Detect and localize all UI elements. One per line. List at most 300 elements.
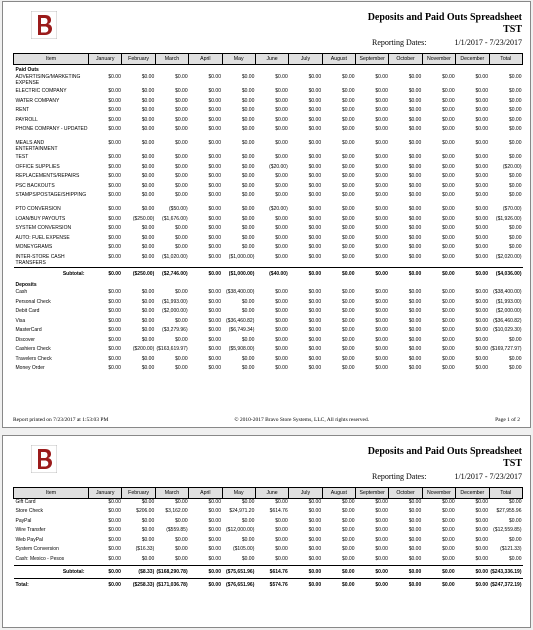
- cell-june: $614.76: [269, 508, 288, 514]
- cell-april: $0.00: [189, 268, 222, 281]
- cell-february: $0.00: [141, 499, 155, 505]
- cell-may: ($12,000.00): [226, 527, 255, 533]
- cell-total: $0.00: [508, 192, 522, 198]
- cell-june: $614.76: [255, 565, 288, 578]
- cell-november: $0.00: [442, 527, 455, 533]
- cell-february: ($16.33): [135, 546, 155, 552]
- cell-january: $0.00: [108, 182, 121, 189]
- row-label: MasterCard: [15, 327, 42, 333]
- cell-november: $0.00: [442, 215, 455, 222]
- cell-june: $0.00: [275, 336, 288, 343]
- cell-march: $0.00: [175, 97, 188, 104]
- cell-october: $0.00: [408, 116, 422, 123]
- cell-march: $0.00: [175, 182, 188, 189]
- cell-september: $0.00: [375, 206, 388, 212]
- cell-november: $0.00: [442, 536, 455, 543]
- paid-out-row: [14, 192, 523, 206]
- cell-total: ($12,559.85): [493, 527, 522, 533]
- row-label: ADVERTISING/MARKETING EXPENSE: [15, 74, 81, 86]
- column-header-november: November: [422, 488, 455, 499]
- cell-february: ($8.33): [122, 565, 155, 578]
- cell-total: ($4,036.00): [489, 268, 523, 281]
- row-label: MEALS AND ENTERTAINMENT: [15, 140, 58, 152]
- cell-november: $0.00: [422, 268, 455, 281]
- cell-february: $0.00: [141, 97, 155, 104]
- cell-november: $0.00: [442, 107, 455, 113]
- paid-outs-deposits-table: [13, 53, 523, 375]
- cell-april: $0.00: [208, 365, 221, 371]
- cell-august: $0.00: [341, 336, 355, 343]
- cell-june: $0.00: [275, 244, 288, 250]
- cell-september: $0.00: [375, 499, 388, 505]
- cell-october: $0.00: [408, 126, 422, 132]
- cell-may: $0.00: [241, 225, 255, 231]
- cell-july: $0.00: [308, 317, 322, 324]
- cell-may: $0.00: [241, 126, 255, 132]
- cell-september: $0.00: [375, 215, 388, 222]
- paid-out-row: [14, 107, 523, 117]
- column-header-august: August: [322, 54, 355, 65]
- cell-june: $0.00: [275, 527, 288, 533]
- cell-november: $0.00: [442, 234, 455, 241]
- cell-total: ($2,000.00): [495, 308, 522, 314]
- cell-june: $0.00: [275, 536, 288, 543]
- row-label: TEST: [15, 154, 29, 160]
- cell-december: $0.00: [475, 317, 488, 324]
- cell-june: $0.00: [275, 298, 288, 305]
- cell-total: $0.00: [508, 107, 522, 113]
- cell-august: $0.00: [341, 206, 355, 212]
- cell-september: $0.00: [375, 154, 388, 160]
- column-header-may: May: [222, 488, 255, 499]
- cell-march: ($2,746.00): [155, 268, 188, 281]
- cell-october: $0.00: [408, 308, 422, 314]
- cell-october: $0.00: [408, 298, 422, 305]
- cell-may: $0.00: [241, 499, 255, 505]
- cell-october: $0.00: [408, 289, 422, 295]
- cell-march: $0.00: [175, 536, 188, 543]
- cell-october: $0.00: [408, 336, 422, 343]
- cell-march: $3,162.00: [165, 508, 188, 514]
- cell-november: $0.00: [442, 244, 455, 250]
- cell-september: $0.00: [375, 536, 388, 543]
- cell-july: $0.00: [308, 88, 322, 94]
- deposit-row: [14, 327, 523, 337]
- cell-february: $0.00: [141, 289, 155, 295]
- cell-september: $0.00: [375, 546, 388, 552]
- cell-june: $0.00: [275, 546, 288, 552]
- cell-april: $0.00: [208, 88, 221, 94]
- cell-april: $0.00: [208, 126, 221, 132]
- cell-march: ($559.85): [166, 527, 188, 533]
- cell-august: $0.00: [341, 289, 355, 295]
- reporting-dates-value: 1/1/2017 - 7/23/2017: [454, 38, 522, 47]
- cell-october: $0.00: [408, 74, 422, 80]
- cell-july: $0.00: [308, 298, 322, 305]
- cell-june: $0.00: [275, 499, 288, 505]
- cell-december: $0.00: [475, 546, 488, 552]
- cell-november: $0.00: [422, 565, 455, 578]
- column-header-april: April: [189, 488, 222, 499]
- column-header-december: December: [456, 54, 489, 65]
- cell-june: $0.00: [275, 88, 288, 94]
- cell-july: $0.00: [308, 527, 322, 533]
- cell-may: $0.00: [241, 116, 255, 123]
- cell-total: ($169,727.97): [490, 346, 522, 352]
- cell-january: $0.00: [108, 215, 121, 222]
- cell-total: $0.00: [508, 74, 522, 80]
- cell-august: $0.00: [341, 253, 355, 260]
- cell-may: ($38,400.00): [226, 289, 255, 295]
- column-header-february: February: [122, 54, 155, 65]
- cell-november: $0.00: [442, 298, 455, 305]
- cell-december: $0.00: [475, 173, 488, 179]
- cell-april: $0.00: [208, 206, 221, 212]
- cell-october: $0.00: [389, 268, 422, 281]
- cell-march: ($1,993.00): [162, 298, 188, 305]
- cell-november: $0.00: [442, 88, 455, 94]
- reporting-dates-label: Reporting Dates:: [372, 472, 427, 481]
- cell-total: ($36,460.82): [493, 317, 522, 324]
- cell-august: $0.00: [341, 327, 355, 333]
- cell-july: $0.00: [308, 116, 322, 123]
- cell-november: $0.00: [442, 126, 455, 132]
- cell-may: $0.00: [241, 173, 255, 179]
- cell-april: $0.00: [208, 289, 221, 295]
- cell-may: ($76,651.96): [222, 578, 255, 588]
- row-label: AUTO: FUEL EXPENSE: [15, 234, 70, 241]
- cell-november: $0.00: [442, 517, 455, 524]
- cell-february: $0.00: [141, 88, 155, 94]
- row-label: PayPal: [15, 517, 32, 524]
- cell-total: $0.00: [508, 116, 522, 123]
- cell-february: $0.00: [141, 192, 155, 198]
- cell-october: $0.00: [408, 517, 422, 524]
- cell-april: $0.00: [208, 536, 221, 543]
- cell-july: $0.00: [308, 536, 322, 543]
- cell-march: $0.00: [175, 555, 188, 562]
- cell-september: $0.00: [375, 173, 388, 179]
- paid-out-row: [14, 88, 523, 98]
- cell-october: $0.00: [408, 536, 422, 543]
- paid-out-row: [14, 183, 523, 193]
- cell-january: $0.00: [108, 244, 121, 250]
- cell-july: $0.00: [308, 97, 322, 104]
- cell-november: $0.00: [442, 140, 455, 146]
- cell-november: $0.00: [442, 74, 455, 80]
- cell-march: ($163,619.97): [156, 346, 188, 352]
- cell-july: $0.00: [308, 499, 322, 505]
- cell-december: $0.00: [475, 527, 488, 533]
- cell-december: $0.00: [475, 182, 488, 189]
- column-header-march: March: [155, 488, 188, 499]
- cell-january: $0.00: [108, 527, 121, 533]
- cell-march: ($171,036.78): [155, 578, 188, 588]
- cell-june: $0.00: [275, 97, 288, 104]
- cell-total: ($10,029.30): [493, 327, 522, 333]
- cell-march: $0.00: [175, 517, 188, 524]
- cell-june: $0.00: [275, 517, 288, 524]
- cell-june: $0.00: [275, 555, 288, 562]
- cell-july: $0.00: [308, 173, 322, 179]
- cell-january: $0.00: [108, 97, 121, 104]
- cell-april: $0.00: [208, 327, 221, 333]
- row-label: LOAN/BUY PAYOUTS: [15, 215, 66, 222]
- cell-april: $0.00: [189, 565, 222, 578]
- cell-april: $0.00: [189, 578, 222, 588]
- report-title: Deposits and Paid Outs Spreadsheet: [367, 446, 522, 457]
- cell-january: $0.00: [108, 308, 121, 314]
- cell-december: $0.00: [475, 289, 488, 295]
- cell-total: ($247,372.19): [489, 578, 523, 588]
- cell-october: $0.00: [408, 365, 422, 371]
- column-header-august: August: [322, 488, 355, 499]
- cell-december: $0.00: [475, 308, 488, 314]
- cell-august: $0.00: [341, 346, 355, 352]
- reporting-dates: [372, 38, 522, 47]
- cell-october: $0.00: [408, 97, 422, 104]
- cell-may: $0.00: [241, 192, 255, 198]
- paid-out-row: [14, 74, 523, 88]
- grand-total-row: [14, 578, 523, 588]
- cell-march: ($50.00): [169, 206, 188, 212]
- cell-august: $0.00: [341, 107, 355, 113]
- cell-december: $0.00: [475, 327, 488, 333]
- row-label: PAYROLL: [15, 116, 38, 123]
- row-label: PSC BACKOUTS: [15, 182, 55, 189]
- row-label: Wire Transfer: [15, 527, 46, 533]
- report-page-2: [2, 435, 531, 628]
- cell-december: $0.00: [475, 88, 488, 94]
- column-header-january: January: [89, 54, 122, 65]
- cell-february: $0.00: [141, 116, 155, 123]
- cell-august: $0.00: [341, 527, 355, 533]
- report-page-1: [2, 1, 531, 428]
- cell-december: $0.00: [475, 253, 488, 260]
- cell-october: $0.00: [408, 346, 422, 352]
- section-heading: Paid Outs: [15, 67, 39, 73]
- cell-november: $0.00: [442, 336, 455, 343]
- cell-september: $0.00: [375, 527, 388, 533]
- cell-may: $0.00: [241, 107, 255, 113]
- cell-january: $0.00: [108, 206, 121, 212]
- column-header-october: October: [389, 488, 422, 499]
- cell-may: ($1,000.00): [222, 268, 255, 281]
- cell-august: $0.00: [341, 555, 355, 562]
- row-label: ELECTRIC COMPANY: [15, 88, 67, 94]
- cell-may: $0.00: [241, 163, 255, 170]
- cell-december: $0.00: [456, 565, 489, 578]
- cell-october: $0.00: [408, 163, 422, 170]
- cell-march: $0.00: [175, 154, 188, 160]
- paid-out-row: [14, 98, 523, 108]
- cell-august: $0.00: [341, 215, 355, 222]
- column-header-item: Item: [14, 54, 89, 65]
- cell-january: $0.00: [108, 154, 121, 160]
- cell-january: $0.00: [89, 578, 122, 588]
- cell-july: $0.00: [308, 182, 322, 189]
- cell-february: $0.00: [141, 244, 155, 250]
- cell-july: $0.00: [308, 555, 322, 562]
- reporting-dates-value: 1/1/2017 - 7/23/2017: [454, 472, 522, 481]
- cell-june: $0.00: [275, 126, 288, 132]
- cell-april: $0.00: [208, 317, 221, 324]
- cell-august: $0.00: [341, 365, 355, 371]
- cell-january: $0.00: [108, 536, 121, 543]
- cell-december: $0.00: [475, 365, 488, 371]
- cell-july: $0.00: [308, 546, 322, 552]
- cell-september: $0.00: [375, 182, 388, 189]
- cell-september: $0.00: [375, 126, 388, 132]
- column-header-april: April: [189, 54, 222, 65]
- cell-november: $0.00: [442, 499, 455, 505]
- cell-total: $0.00: [508, 173, 522, 179]
- cell-february: $0.00: [141, 234, 155, 241]
- cell-april: $0.00: [208, 192, 221, 198]
- cell-april: $0.00: [208, 234, 221, 241]
- cell-september: $0.00: [356, 578, 389, 588]
- cell-april: $0.00: [208, 555, 221, 562]
- cell-may: $0.00: [241, 74, 255, 80]
- cell-february: $0.00: [141, 253, 155, 260]
- cell-june: $0.00: [275, 253, 288, 260]
- cell-total: $0.00: [508, 126, 522, 132]
- cell-february: $0.00: [141, 336, 155, 343]
- cell-june: $0.00: [275, 289, 288, 295]
- cell-october: $0.00: [408, 253, 422, 260]
- cell-december: $0.00: [475, 346, 488, 352]
- cell-may: $0.00: [241, 215, 255, 222]
- row-label: STAMPS/POSTAGE/SHIPPING: [15, 192, 87, 198]
- cell-march: $0.00: [175, 192, 188, 198]
- cell-september: $0.00: [375, 508, 388, 514]
- cell-august: $0.00: [341, 225, 355, 231]
- cell-february: $0.00: [141, 182, 155, 189]
- cell-april: $0.00: [208, 527, 221, 533]
- cell-february: $0.00: [141, 206, 155, 212]
- cell-october: $0.00: [408, 192, 422, 198]
- cell-november: $0.00: [422, 578, 455, 588]
- cell-february: $0.00: [141, 527, 155, 533]
- cell-november: $0.00: [442, 97, 455, 104]
- row-label: PHONE COMPANY - UPDATED: [15, 126, 88, 132]
- column-header-march: March: [155, 54, 188, 65]
- cell-september: $0.00: [375, 355, 388, 362]
- cell-april: $0.00: [208, 182, 221, 189]
- cell-january: $0.00: [108, 116, 121, 123]
- cell-may: $0.00: [241, 182, 255, 189]
- cell-november: $0.00: [442, 327, 455, 333]
- cell-december: $0.00: [475, 499, 488, 505]
- cell-august: $0.00: [341, 234, 355, 241]
- column-header-january: January: [89, 488, 122, 499]
- cell-march: $0.00: [175, 74, 188, 80]
- cell-december: $0.00: [475, 140, 488, 146]
- cell-october: $0.00: [408, 499, 422, 505]
- footer-printed-on: Report printed on 7/23/2017 at 1:53:03 PM: [13, 417, 109, 423]
- deposit-row: [14, 337, 523, 347]
- cell-october: $0.00: [408, 317, 422, 324]
- cell-july: $0.00: [308, 336, 322, 343]
- cell-june: ($20.00): [269, 206, 288, 212]
- cell-january: $0.00: [108, 225, 121, 231]
- row-label: Subtotal:: [14, 268, 89, 281]
- cell-february: $0.00: [141, 327, 155, 333]
- cell-february: $0.00: [141, 317, 155, 324]
- deposit-row: [14, 318, 523, 328]
- row-label: REPLACEMENTS/REPAIRS: [15, 173, 80, 179]
- section-heading-row: [14, 280, 523, 289]
- cell-march: $0.00: [175, 173, 188, 179]
- cell-april: $0.00: [208, 74, 221, 80]
- cell-january: $0.00: [108, 88, 121, 94]
- store-code: TST: [503, 458, 522, 469]
- row-label: Subtotal:: [14, 565, 89, 578]
- row-label: Cashiers Check: [15, 346, 51, 352]
- cell-october: $0.00: [408, 173, 422, 179]
- cell-september: $0.00: [375, 327, 388, 333]
- cell-total: ($70.00): [502, 206, 522, 212]
- cell-february: $0.00: [141, 298, 155, 305]
- cell-april: $0.00: [208, 508, 221, 514]
- cell-august: $0.00: [341, 517, 355, 524]
- column-header-december: December: [456, 488, 489, 499]
- column-header-june: June: [255, 54, 288, 65]
- column-header-october: October: [389, 54, 422, 65]
- cell-november: $0.00: [442, 555, 455, 562]
- cell-january: $0.00: [108, 365, 121, 371]
- row-label: OFFICE SUPPLIES: [15, 163, 60, 170]
- cell-december: $0.00: [475, 298, 488, 305]
- cell-total: $0.00: [508, 365, 522, 371]
- cell-december: $0.00: [475, 215, 488, 222]
- cell-january: $0.00: [108, 555, 121, 562]
- cell-august: $0.00: [341, 154, 355, 160]
- cell-march: $0.00: [175, 244, 188, 250]
- page-footer: [13, 417, 520, 423]
- paid-out-row: [14, 164, 523, 174]
- cell-september: $0.00: [375, 192, 388, 198]
- cell-october: $0.00: [408, 244, 422, 250]
- cell-december: $0.00: [475, 225, 488, 231]
- cell-october: $0.00: [408, 527, 422, 533]
- row-label: Visa: [15, 317, 26, 324]
- cell-august: $0.00: [341, 308, 355, 314]
- deposit-row: [14, 365, 523, 375]
- cell-december: $0.00: [475, 74, 488, 80]
- cell-july: $0.00: [308, 508, 322, 514]
- cell-june: $0.00: [275, 140, 288, 146]
- deposit-row: [14, 308, 523, 318]
- cell-january: $0.00: [108, 74, 121, 80]
- cell-december: $0.00: [475, 244, 488, 250]
- row-label: System Conversion: [15, 546, 59, 552]
- cell-june: $0.00: [275, 308, 288, 314]
- cell-november: $0.00: [442, 546, 455, 552]
- cell-february: ($258.33): [122, 578, 155, 588]
- cell-april: $0.00: [208, 499, 221, 505]
- cell-october: $0.00: [408, 154, 422, 160]
- deposit-row: [14, 346, 523, 356]
- cell-total: $27,955.96: [496, 508, 522, 514]
- cell-july: $0.00: [308, 206, 322, 212]
- cell-august: $0.00: [341, 192, 355, 198]
- cell-july: $0.00: [289, 268, 322, 281]
- cell-december: $0.00: [475, 336, 488, 343]
- cell-august: $0.00: [341, 126, 355, 132]
- cell-total: $0.00: [508, 140, 522, 146]
- cell-february: $0.00: [141, 107, 155, 113]
